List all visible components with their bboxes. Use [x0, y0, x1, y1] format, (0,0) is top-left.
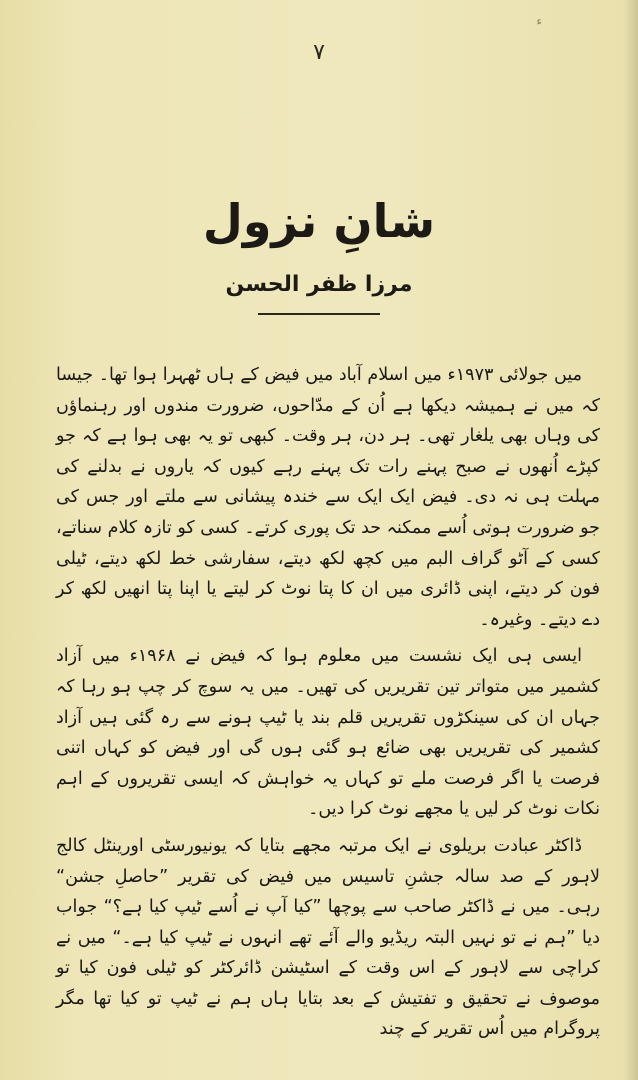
author-name: مرزا ظفر الحسن — [225, 272, 413, 297]
corner-mark: ء — [536, 14, 542, 28]
author-underline — [258, 313, 380, 315]
page-edge-shadow — [624, 0, 638, 1080]
chapter-title: شانِ نزول — [202, 194, 436, 248]
paragraph: میں جولائی ۱۹۷۳ء میں اسلام آباد میں فیض کے ہاں ٹھہرا ہوا تھا۔ جیسا کہ میں نے ہمیشہ دیکھا ہے اُن کے مدّاحوں، ضرورت مندوں اور رہنماؤں کی وہاں بھی یلغار تھی۔ ہر دن، ہر وقت۔ کبھی تو یہ بھی ہوا ہے کہ جو کپڑے اُنھوں نے صبح پہنے رات تک پہنے رہے کیوں کہ یاروں نے بدلنے کی مہلت ہی نہ دی۔ فیض ایک ایک سے خندہ پیشانی سے ملتے اور جس کی جو ضرورت ہوتی اُسے ممکنہ حد تک پوری کرتے۔ کسی کو تازہ کلام سناتے، کسی کے آٹو گراف البم میں کچھ لکھ دیتے، سفارشی خط لکھ دیتے، ٹیلی فون کر دیتے، اپنی ڈائری میں ان کا پتا نوٹ کر لیتے یا اپنا پتا انھیں لکھ کر دے دیتے۔ وغیرہ۔ — [56, 365, 600, 630]
page-number: ۷ — [313, 40, 325, 65]
paragraph: ڈاکٹر عبادت بریلوی نے ایک مرتبہ مجھے بتایا کہ یونیورسٹی اورینٹل کالج لاہور کے صد سالہ جشنِ تاسیس میں فیض کی تقریر ”حاصلِ جشن“ رہی۔ میں نے ڈاکٹر صاحب سے پوچھا ”کیا آپ نے اُسے ٹیپ کیا ہے؟“ جواب دیا ”ہم نے تو نہیں البتہ ریڈیو والے آئے تھے انہوں نے ٹیپ کیا ہے۔“ میں نے کراچی سے لاہور کے اس وقت کے اسٹیشن ڈائرکٹر کو ٹیلی فون کیا تو موصوف نے تحقیق و تفتیش کے بعد بتایا ہاں ہم نے ٹیپ تو کیا تھا مگر پروگرام میں اُس تقریر کے چند — [56, 835, 600, 1040]
paragraph: ایسی ہی ایک نشست میں معلوم ہوا کہ فیض نے ۱۹۶۸ء میں آزاد کشمیر میں متواتر تین تقریریں کی تھیں۔ میں یہ سوچ کر چپ ہو رہا کہ جہاں ان کی سینکڑوں تقریریں قلم بند یا ٹیپ ہونے سے رہ گئی ہیں آزاد کشمیر کی تقریریں بھی ضائع ہو گئی ہوں گی اور فیض کو کہاں اتنی فرصت یا اگر فرصت ملے تو کہاں یہ خواہش کہ ایسی تقریروں کے اہم نکات نوٹ کر لیں یا مجھے نوٹ کرا دیں۔ — [56, 646, 600, 820]
body-text — [56, 360, 600, 1051]
